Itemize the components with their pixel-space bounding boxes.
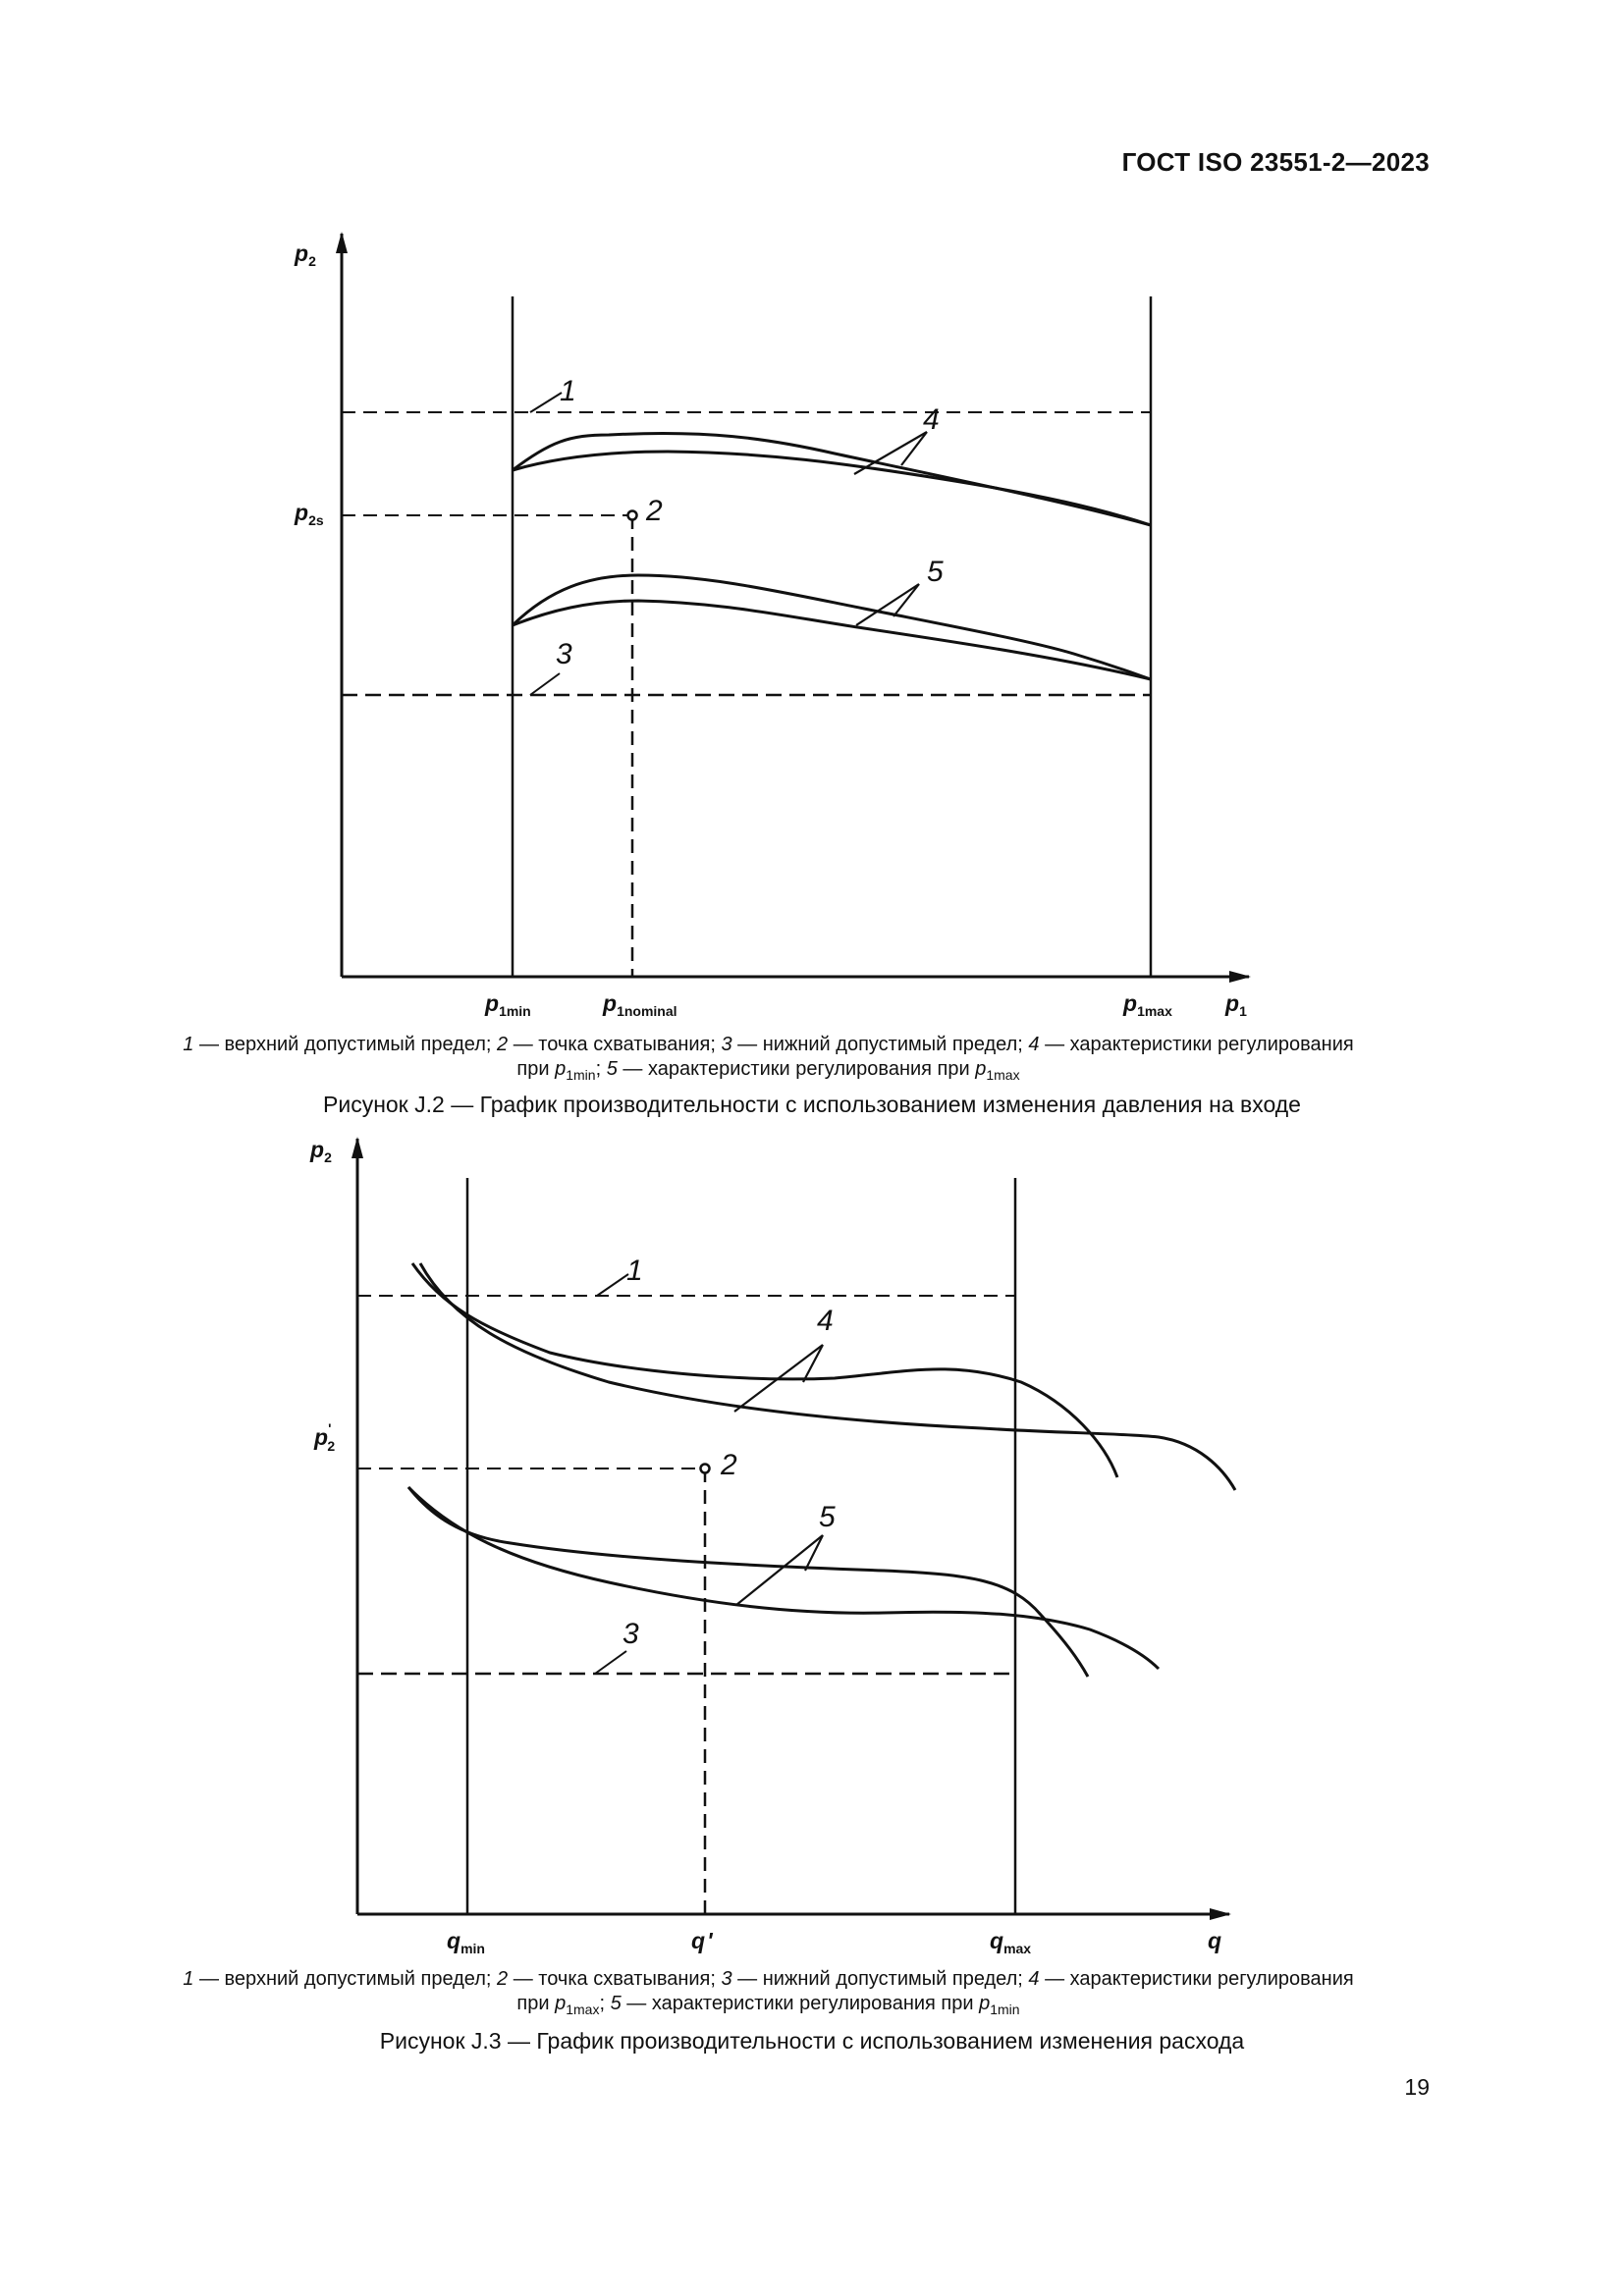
x-axis-label: $p_1$ bbox=[1225, 990, 1247, 1019]
callout-1: 1 bbox=[626, 1255, 643, 1287]
x-tick-qmin: $q_{min}$ bbox=[447, 1928, 485, 1956]
figure-j2-caption: Рисунок J.2 — График производительности с использованием изменения давления на входе bbox=[323, 1092, 1301, 1117]
callout-4-leader-a bbox=[854, 432, 927, 474]
callout-5: 5 bbox=[819, 1501, 836, 1533]
x-tick-p1min: $p_{1min}$ bbox=[485, 990, 531, 1019]
curve-5-upper bbox=[513, 575, 1151, 679]
y-axis-label: $p_2$ bbox=[295, 240, 316, 269]
callout-1-leader bbox=[530, 393, 562, 412]
curve-4-lower bbox=[513, 452, 1151, 525]
callout-1-leader bbox=[597, 1274, 628, 1296]
curve-5-a bbox=[408, 1487, 1088, 1677]
callout-3: 3 bbox=[556, 638, 572, 670]
curve-4-b bbox=[420, 1263, 1235, 1490]
figure-j2-legend: 1 — верхний допустимый предел; 2 — точка схватывания; 3 — нижний допустимый предел; 4 — характеристики регулирования при $p_{1min}$; 5 — характеристики регулирования при $p_{1max}$ bbox=[183, 1034, 1354, 1083]
set-point-marker bbox=[628, 511, 637, 520]
callout-4: 4 bbox=[923, 403, 940, 436]
callout-5-leader-b bbox=[805, 1535, 823, 1571]
callout-5-leader-b bbox=[893, 584, 919, 616]
callout-4-leader-b bbox=[901, 432, 927, 465]
callout-4-leader-b bbox=[803, 1345, 823, 1382]
x-axis-label: q bbox=[1208, 1928, 1222, 1953]
figure-j3-caption: Рисунок J.3 — График производительности с использованием изменения расхода bbox=[379, 2028, 1245, 2054]
callout-4: 4 bbox=[817, 1305, 834, 1337]
callout-2: 2 bbox=[721, 1449, 737, 1481]
set-point-marker bbox=[701, 1465, 710, 1473]
x-tick-p1max: $p_{1max}$ bbox=[1123, 990, 1172, 1019]
y-tick-p2prime: p' 2 bbox=[314, 1420, 336, 1454]
callout-5: 5 bbox=[927, 556, 944, 588]
figure-j2 bbox=[0, 0, 1624, 1041]
document-header: ГОСТ ISO 23551-2—2023 bbox=[1121, 147, 1430, 177]
page-number: 19 bbox=[1404, 2074, 1430, 2100]
curve-5-lower bbox=[513, 601, 1151, 679]
x-tick-qmax: $q_{max}$ bbox=[990, 1928, 1032, 1956]
callout-5-leader-a bbox=[736, 1535, 823, 1605]
callout-3-leader bbox=[530, 673, 560, 695]
callout-1: 1 bbox=[560, 375, 576, 407]
callout-3: 3 bbox=[623, 1618, 639, 1650]
y-tick-p2s: $p_{2s}$ bbox=[295, 500, 324, 528]
y-axis-label: $p_2$ bbox=[310, 1137, 332, 1165]
curve-4-upper bbox=[513, 434, 1151, 525]
callout-3-leader bbox=[595, 1651, 626, 1674]
callout-2: 2 bbox=[646, 495, 663, 527]
x-tick-p1nominal: $p_{1nominal}$ bbox=[603, 990, 677, 1019]
figure-j3 bbox=[0, 1119, 1624, 1983]
x-tick-qprime: q' bbox=[691, 1928, 713, 1953]
figure-j3-legend: 1 — верхний допустимый предел; 2 — точка схватывания; 3 — нижний допустимый предел; 4 — характеристики регулирования при $p_{1max}$; 5 — характеристики регулирования при $p_{1min}$ bbox=[183, 1968, 1354, 2017]
curve-5-b bbox=[408, 1487, 1159, 1669]
